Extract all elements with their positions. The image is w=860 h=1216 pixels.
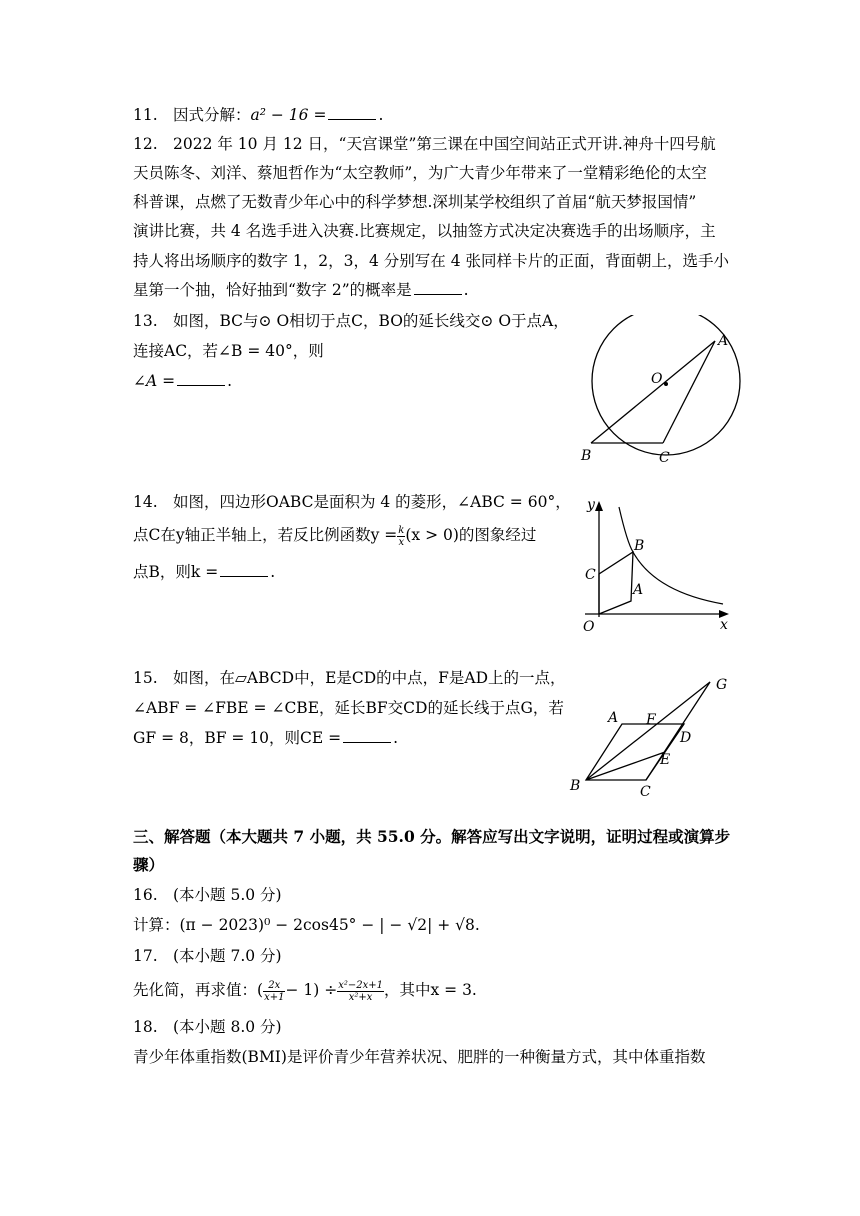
q14-label-A: A bbox=[633, 582, 644, 598]
q14-label-y: y bbox=[587, 497, 595, 513]
q16-header bbox=[133, 884, 282, 906]
q11-answer-blank[interactable] bbox=[328, 105, 376, 120]
q14-label-B: B bbox=[634, 538, 645, 554]
q15-label-E: E bbox=[660, 752, 671, 768]
q15-label-G: G bbox=[716, 677, 728, 693]
q18-body: 青少年体重指数(BMI)是评价青少年营养状况、肥胖的一种衡量方式，其中体重指数 bbox=[133, 1048, 706, 1066]
q16-number: 16. bbox=[133, 886, 158, 904]
q15-parallelogram-figure bbox=[560, 672, 735, 802]
q15-text-3: GF = 8，BF = 10，则CE = bbox=[133, 729, 342, 747]
q15-number: 15. bbox=[133, 669, 158, 687]
q12-line-6 bbox=[133, 279, 469, 301]
q12-text-6: 星第一个抽，恰好抽到“数字 2”的概率是 bbox=[133, 281, 412, 299]
q13-circle-figure bbox=[575, 315, 745, 465]
q15-label-D: D bbox=[680, 730, 692, 746]
q13-label-C: C bbox=[659, 450, 670, 465]
q15-text-1: 如图，在▱ABCD中，E是CD的中点，F是AD上的一点， bbox=[173, 669, 566, 687]
q13-expr: ∠A = bbox=[133, 372, 176, 390]
q17-frac2-den: x²+x bbox=[348, 991, 373, 1003]
q16-score: (本小题 5.0 分) bbox=[173, 886, 282, 904]
q13-label-B: B bbox=[581, 448, 592, 464]
q17-number: 17. bbox=[133, 947, 158, 965]
q15-line-2: ∠ABF = ∠FBE = ∠CBE，延长BF交CD的延长线于点G，若 bbox=[133, 699, 564, 717]
q12-text-1: 2022 年 10 月 12 日，“天宫课堂”第三课在中国空间站正式开讲.神舟十四号航 bbox=[173, 135, 716, 153]
q14-text-1: 如图，四边形OABC是面积为 4 的菱形，∠ABC = 60°， bbox=[173, 493, 571, 511]
q14-graph-figure bbox=[575, 497, 740, 637]
q14-label-O: O bbox=[583, 619, 595, 635]
q18-number: 18. bbox=[133, 1018, 158, 1036]
q15-label-F: F bbox=[646, 712, 656, 728]
q14-text-2b: (x > 0)的图象经过 bbox=[405, 526, 537, 544]
q12-line-2: 天员陈冬、刘洋、蔡旭哲作为“太空教师”，为广大青少年带来了一堂精彩绝伦的太空 bbox=[133, 164, 707, 182]
q13-label-A: A bbox=[718, 333, 729, 349]
q17-frac1-den: x+1 bbox=[264, 991, 285, 1003]
q17-header bbox=[133, 945, 282, 967]
q15-label-A: A bbox=[608, 710, 619, 726]
q14-line-1 bbox=[133, 491, 571, 513]
q14-answer-blank[interactable] bbox=[220, 562, 268, 577]
q17-text-b: − 1) ÷ bbox=[285, 981, 338, 999]
q15-period: . bbox=[393, 729, 399, 747]
q17-text-c: ，其中x = 3. bbox=[383, 981, 477, 999]
q12-line-3: 科普课，点燃了无数青少年心中的科学梦想.深圳某学校组织了首届“航天梦报国情” bbox=[133, 193, 697, 211]
q17-frac1-num: 2x bbox=[263, 980, 285, 992]
q18-header bbox=[133, 1016, 282, 1038]
section-3-heading-2: 骤） bbox=[133, 855, 165, 874]
q14-label-C: C bbox=[585, 567, 596, 583]
q15-answer-blank[interactable] bbox=[343, 728, 391, 743]
q11-expr: a² − 16 = bbox=[250, 106, 327, 124]
q14-period: . bbox=[270, 563, 276, 581]
q14-text-2a: 点C在y轴正半轴上，若反比例函数y = bbox=[133, 526, 398, 544]
q13-line-2: 连接AC，若∠B = 40°，则 bbox=[133, 342, 324, 360]
q17-body bbox=[133, 979, 477, 1003]
q14-text-3: 点B，则k = bbox=[133, 563, 219, 581]
q16-body: 计算：(π − 2023)⁰ − 2cos45° − | − √2| + √8. bbox=[133, 916, 480, 934]
q12-line-4: 演讲比赛，共 4 名选手进入决赛.比赛规定，以抽签方式决定决赛选手的出场顺序，主 bbox=[133, 222, 716, 240]
q13-number: 13. bbox=[133, 312, 158, 330]
q17-fraction-1 bbox=[263, 980, 285, 1003]
q11-number: 11. bbox=[133, 106, 158, 124]
q14-frac-num: k bbox=[398, 524, 405, 536]
q12-answer-blank[interactable] bbox=[414, 280, 462, 295]
section-3-heading-1: 三、解答题（本大题共 7 小题，共 55.0 分。解答应写出文字说明，证明过程或演算步 bbox=[133, 827, 731, 846]
q11 bbox=[133, 104, 383, 126]
q17-text-a: 先化简，再求值：( bbox=[133, 981, 264, 999]
q14-frac-den: x bbox=[398, 536, 405, 548]
q15-label-B: B bbox=[570, 778, 581, 794]
q12-line-1 bbox=[133, 133, 716, 155]
q18-score: (本小题 8.0 分) bbox=[173, 1018, 282, 1036]
q15-line-1 bbox=[133, 667, 566, 689]
q13-period: . bbox=[227, 372, 233, 390]
q15-label-C: C bbox=[640, 784, 651, 800]
q14-number: 14. bbox=[133, 493, 158, 511]
q17-score: (本小题 7.0 分) bbox=[173, 947, 282, 965]
q12-number: 12. bbox=[133, 135, 158, 153]
q12-line-5: 持人将出场顺序的数字 1，2，3，4 分别写在 4 张同样卡片的正面，背面朝上，选手小 bbox=[133, 252, 730, 270]
q11-period: . bbox=[378, 106, 384, 124]
q17-fraction-2 bbox=[337, 980, 384, 1003]
q13-line-1 bbox=[133, 310, 569, 332]
q15-line-3 bbox=[133, 727, 398, 749]
q11-text: 因式分解： bbox=[173, 106, 251, 124]
q13-text-1: 如图，BC与⊙ O相切于点C，BO的延长线交⊙ O于点A， bbox=[173, 312, 569, 330]
q13-line-3 bbox=[133, 370, 232, 392]
q14-label-x: x bbox=[720, 617, 728, 633]
q12-period: . bbox=[463, 281, 469, 299]
q13-answer-blank[interactable] bbox=[177, 371, 225, 386]
q14-line-2 bbox=[133, 524, 536, 548]
q14-line-3 bbox=[133, 561, 275, 583]
q17-frac2-num: x²−2x+1 bbox=[338, 979, 383, 991]
q13-label-O: O bbox=[651, 371, 663, 387]
